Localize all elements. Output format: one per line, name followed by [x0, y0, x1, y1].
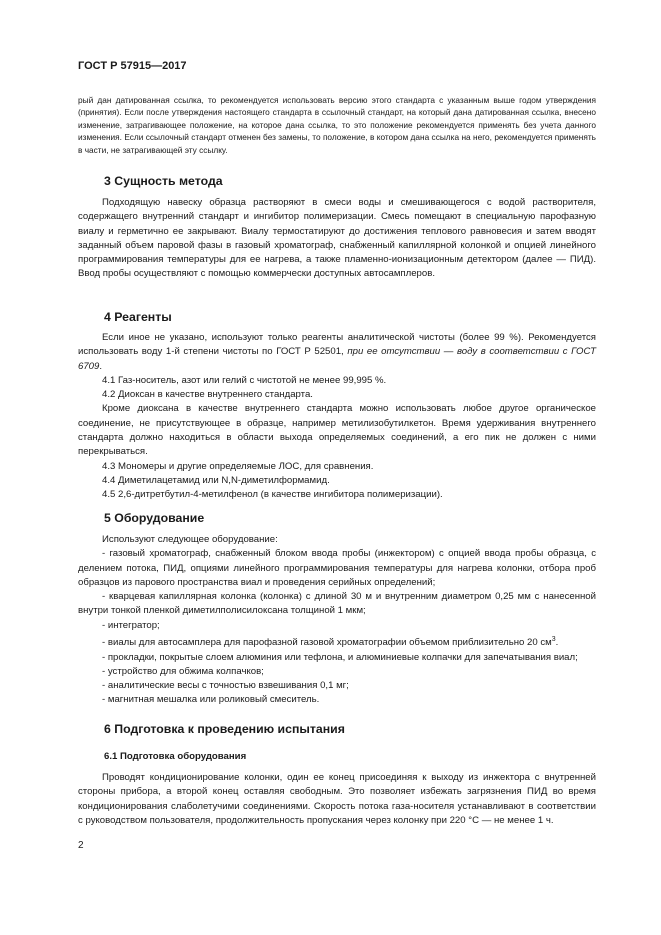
equipment-item-5: - прокладки, покрытые слоем алюминия или тефлона, и алюминиевые колпачки для запечатывания виал; [102, 651, 578, 663]
equipment-item-2: - кварцевая капиллярная колонка (колонка) с длиной 30 м и внутренним диаметром 0,25 мм с нанесенной внутри тонкой пленкой диметилполисилоксана толщиной 1 мкм; [78, 591, 596, 617]
section-4-intro-italic: при ее отсутствии — воду в соответствии с ГОСТ 6709 [78, 346, 596, 372]
section-5-title: 5 Оборудование [104, 511, 205, 525]
page-number: 2 [78, 840, 84, 851]
equipment-item-8: - магнитная мешалка или роликовый смеситель. [102, 694, 320, 706]
document-header: ГОСТ Р 57915—2017 [78, 60, 187, 72]
section-5-body [78, 533, 596, 708]
equipment-item-4-text: - виалы для автосамплера для парофазной газовой хроматографии объемом приблизительно 20 см [102, 637, 552, 649]
item-4-3: 4.3 Мономеры и другие определяемые ЛОС, для сравнения. [102, 460, 374, 472]
section-4-title: 4 Реагенты [104, 310, 172, 324]
item-4-2: 4.2 Диоксан в качестве внутреннего стандарта. [102, 389, 313, 401]
equipment-item-7: - аналитические весы с точностью взвешивания 0,1 мг; [102, 680, 349, 692]
section-3-title: 3 Сущность метода [104, 174, 223, 188]
intro-paragraph [78, 94, 596, 156]
section-4-intro-c: . [99, 360, 103, 372]
section-6-text: Проводят кондиционирование колонки, один ее конец присоединяя к выходу из инжектора с внутренней стороны прибора, а второй конец оставляя свободным. Это позволяет избежать загрязнения ПИД во время кондиционирования слаболетучими соединениями. Скорость потока газа-носителя устанавливают в соответствии с руководством пользователя, продолжительность пропускания через колонку при 220 °С — не менее 1 ч. [78, 772, 596, 826]
item-4-5: 4.5 2,6-дитретбутил-4-метилфенол (в качестве ингибитора полимеризации). [102, 489, 443, 501]
section-6-title: 6 Подготовка к проведению испытания [104, 722, 345, 736]
section-4-body [78, 331, 596, 503]
section-3-text: Подходящую навеску образца растворяют в смеси воды и смешивающегося с водой растворителя, содержащего внутренний стандарт и ингибитор полимеризации. Смесь помещают в специальную парофазную виалу и герметично ее закрывают. Виалу термостатируют до достижения теплового равновесия и затем вводят заданный объем паровой фазы в газовый хроматограф, снабженный капиллярной колонкой и опцией линейного программирования температуры для ее нагрева, а также пламенно-ионизационным детектором (далее — ПИД). Ввод пробы осуществляют с помощью коммерчески доступных автосамплеров. [78, 197, 596, 280]
section-4-intro [78, 331, 596, 374]
equipment-item-4-end: . [555, 637, 559, 649]
equipment-item-3: - интегратор; [102, 619, 160, 631]
item-4-1: 4.1 Газ-носитель, азот или гелий с чистотой не менее 99,995 %. [102, 374, 387, 386]
section-4-note: Кроме диоксана в качестве внутреннего стандарта можно использовать любое другое органическое соединение, не присутствующее в образце, например метилизобутилкетон. Время удерживания внутреннего стандарта должно находиться в области выхода определяемых соединений, а его пик не должен с ними перекрываться. [78, 403, 596, 458]
section-5-lead: Используют следующее оборудование: [102, 534, 278, 545]
equipment-item-4-sup: 3 [551, 636, 556, 644]
section-4-intro-a: Если иное не указано, используют только реагенты аналитической чистоты (более 99 %). Рекомендуется использовать воду 1-й степени чистоты по ГОСТ Р 52501, [78, 332, 596, 358]
section-6-body [78, 771, 596, 828]
equipment-item-6: - устройство для обжима колпачков; [102, 665, 264, 677]
equipment-item-4 [78, 633, 596, 650]
intro-text: рый дан датированная ссылка, то рекомендуется использовать версию этого стандарта с указанным выше годом утверждения (принятия). Если после утверждения настоящего стандарта в ссылочный стандарт, на который дана датированная ссылка, внесено изменение, затрагивающее положение, на которое дана ссылка, то это положение рекомендуется применять без учета данного изменения. Если ссылочный стандарт отменен без замены, то положение, в котором дана ссылка на него, рекомендуется применять в части, не затрагивающей эту ссылку. [78, 95, 596, 155]
subsection-6-1-title: 6.1 Подготовка оборудования [104, 751, 247, 762]
equipment-item-1: - газовый хроматограф, снабженный блоком ввода пробы (инжектором) с опцией ввода пробы образца, с делением потока, ПИД, опциями линейного программирования температуры для нагрева колонки, отбора проб образцов из парового пространства виал и проведения серийных определений; [78, 548, 596, 588]
item-4-4: 4.4 Диметилацетамид или N,N-диметилформамид. [102, 474, 330, 486]
section-3-body [78, 196, 596, 282]
